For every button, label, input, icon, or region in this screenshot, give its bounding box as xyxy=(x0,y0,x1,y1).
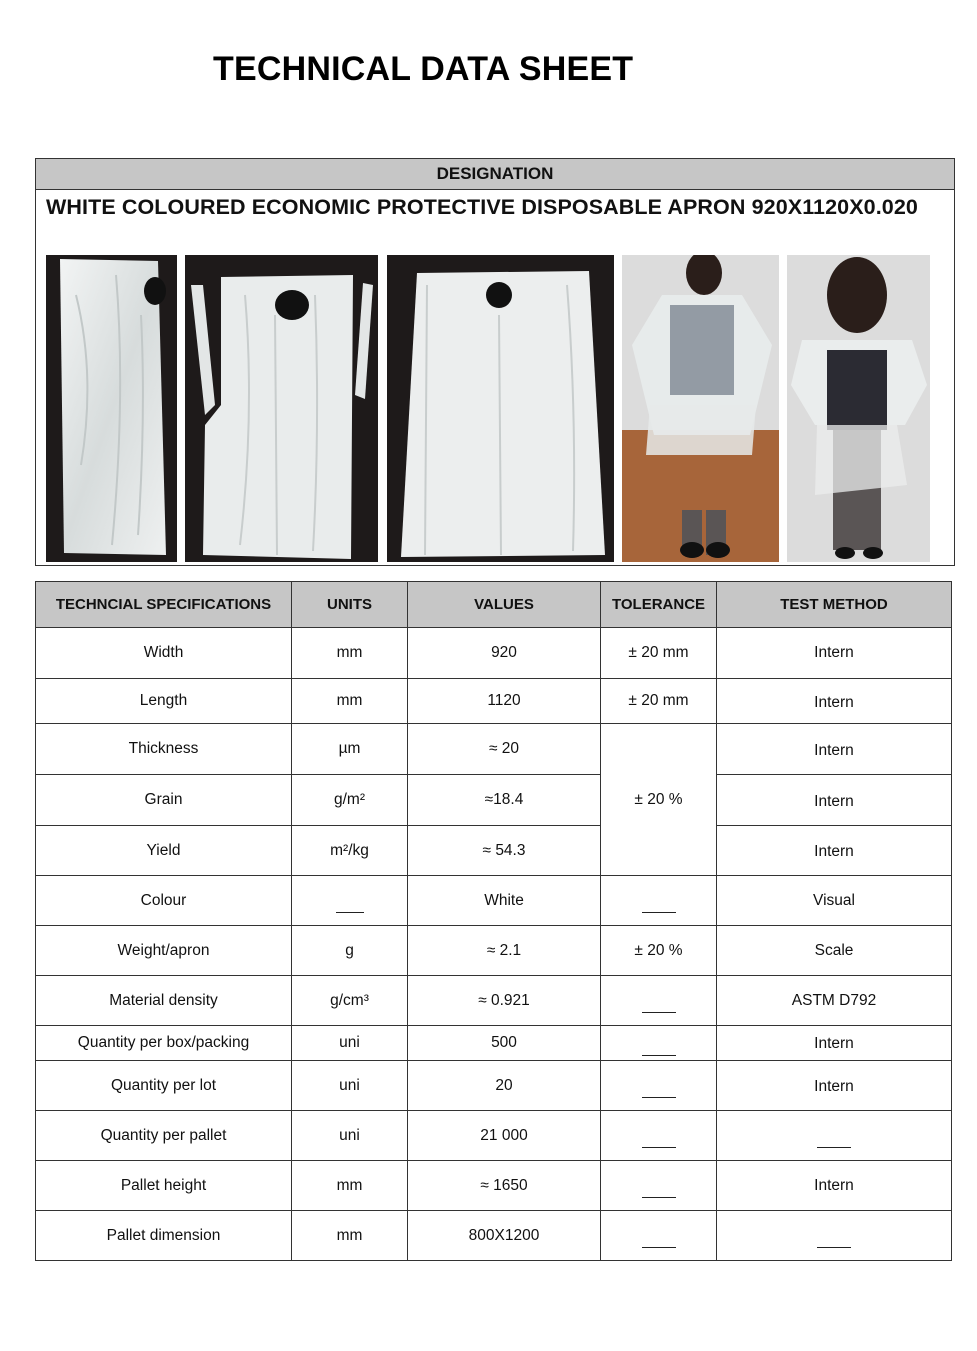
spec-cell: Pallet height xyxy=(36,1161,292,1211)
unit-cell: m²/kg xyxy=(292,826,408,876)
apron-flat-ties-photo xyxy=(185,255,378,562)
table-row xyxy=(36,1026,952,1061)
value-cell: 500 xyxy=(408,1026,601,1061)
unit-cell: g xyxy=(292,926,408,976)
value-cell: ≈ 20 xyxy=(408,724,601,775)
method-cell: ASTM D792 xyxy=(717,976,952,1026)
table-row xyxy=(36,1161,952,1211)
spec-cell: Quantity per lot xyxy=(36,1061,292,1111)
empty-dash xyxy=(817,1247,851,1248)
apron-flat-photo xyxy=(387,255,614,562)
value-cell: 21 000 xyxy=(408,1111,601,1161)
table-row xyxy=(36,724,952,775)
col-header-tolerance: TOLERANCE xyxy=(601,582,717,628)
value-cell: ≈ 2.1 xyxy=(408,926,601,976)
tolerance-cell xyxy=(601,1111,717,1161)
method-cell xyxy=(717,1111,952,1161)
method-cell: Intern xyxy=(717,724,952,775)
method-cell: Intern xyxy=(717,628,952,679)
apron-worn-front-photo xyxy=(622,255,779,562)
value-cell: 800X1200 xyxy=(408,1211,601,1261)
method-cell: Intern xyxy=(717,679,952,724)
empty-dash xyxy=(642,1055,676,1056)
value-cell: ≈ 1650 xyxy=(408,1161,601,1211)
table-row xyxy=(36,976,952,1026)
col-header-values: VALUES xyxy=(408,582,601,628)
apron-folded-photo xyxy=(46,255,177,562)
method-cell: Intern xyxy=(717,1026,952,1061)
unit-cell: g/cm³ xyxy=(292,976,408,1026)
tolerance-cell xyxy=(601,1211,717,1261)
value-cell: ≈ 0.921 xyxy=(408,976,601,1026)
empty-dash xyxy=(642,1247,676,1248)
product-designation: WHITE COLOURED ECONOMIC PROTECTIVE DISPOSABLE APRON 920X1120X0.020 xyxy=(46,195,918,219)
spec-cell: Colour xyxy=(36,876,292,926)
empty-dash xyxy=(642,1197,676,1198)
spec-cell: Width xyxy=(36,628,292,679)
unit-cell: uni xyxy=(292,1111,408,1161)
value-cell: 20 xyxy=(408,1061,601,1111)
value-cell: 1120 xyxy=(408,679,601,724)
col-header-units: UNITS xyxy=(292,582,408,628)
spec-cell: Length xyxy=(36,679,292,724)
value-cell: ≈18.4 xyxy=(408,775,601,826)
unit-cell: mm xyxy=(292,1161,408,1211)
unit-cell: mm xyxy=(292,628,408,679)
spec-cell: Grain xyxy=(36,775,292,826)
spec-cell: Pallet dimension xyxy=(36,1211,292,1261)
empty-dash xyxy=(817,1147,851,1148)
unit-cell xyxy=(292,876,408,926)
method-cell: Intern xyxy=(717,826,952,876)
tolerance-cell: ± 20 % xyxy=(601,724,717,876)
tolerance-cell: ± 20 mm xyxy=(601,679,717,724)
designation-box xyxy=(35,158,955,566)
table-row xyxy=(36,926,952,976)
empty-dash xyxy=(642,1097,676,1098)
tolerance-cell xyxy=(601,1026,717,1061)
table-row xyxy=(36,876,952,926)
method-cell xyxy=(717,1211,952,1261)
value-cell: White xyxy=(408,876,601,926)
unit-cell: uni xyxy=(292,1026,408,1061)
table-row xyxy=(36,1061,952,1111)
tolerance-cell xyxy=(601,876,717,926)
designation-header: DESIGNATION xyxy=(36,159,954,190)
tolerance-cell xyxy=(601,976,717,1026)
tolerance-cell: ± 20 mm xyxy=(601,628,717,679)
method-cell: Intern xyxy=(717,1061,952,1111)
empty-dash xyxy=(642,912,676,913)
value-cell: ≈ 54.3 xyxy=(408,826,601,876)
table-row xyxy=(36,1211,952,1261)
empty-dash xyxy=(642,1147,676,1148)
unit-cell: g/m² xyxy=(292,775,408,826)
col-header-test-method: TEST METHOD xyxy=(717,582,952,628)
method-cell: Intern xyxy=(717,775,952,826)
tolerance-cell: ± 20 % xyxy=(601,926,717,976)
spec-cell: Weight/apron xyxy=(36,926,292,976)
spec-cell: Quantity per pallet xyxy=(36,1111,292,1161)
unit-cell: mm xyxy=(292,679,408,724)
empty-dash xyxy=(336,912,364,913)
specs-header-row xyxy=(36,582,952,628)
col-header-spec: TECHNCIAL SPECIFICATIONS xyxy=(36,582,292,628)
table-row xyxy=(36,628,952,679)
table-row xyxy=(36,775,952,826)
value-cell: 920 xyxy=(408,628,601,679)
tolerance-cell xyxy=(601,1161,717,1211)
unit-cell: uni xyxy=(292,1061,408,1111)
method-cell: Scale xyxy=(717,926,952,976)
page-title: TECHNICAL DATA SHEET xyxy=(213,50,634,88)
spec-cell: Material density xyxy=(36,976,292,1026)
table-row xyxy=(36,826,952,876)
table-row xyxy=(36,1111,952,1161)
table-row xyxy=(36,679,952,724)
spec-cell: Thickness xyxy=(36,724,292,775)
unit-cell: µm xyxy=(292,724,408,775)
empty-dash xyxy=(642,1012,676,1013)
apron-worn-back-photo xyxy=(787,255,930,562)
spec-cell: Quantity per box/packing xyxy=(36,1026,292,1061)
method-cell: Visual xyxy=(717,876,952,926)
method-cell: Intern xyxy=(717,1161,952,1211)
specs-table xyxy=(35,581,952,1261)
tolerance-cell xyxy=(601,1061,717,1111)
unit-cell: mm xyxy=(292,1211,408,1261)
spec-cell: Yield xyxy=(36,826,292,876)
